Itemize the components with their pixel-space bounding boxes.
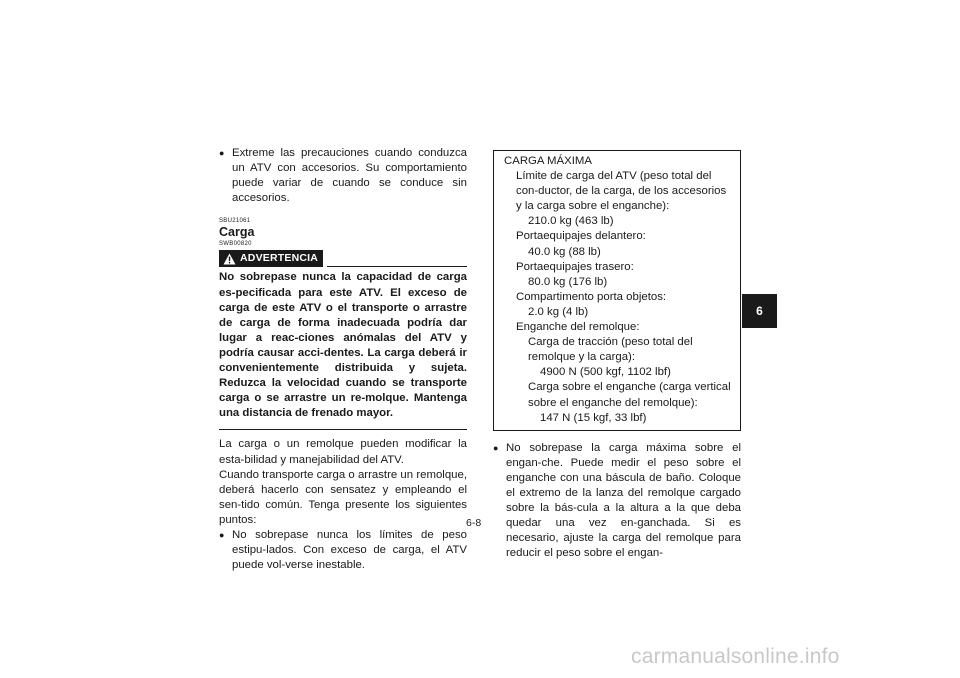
spec-value: 210.0 kg (463 lb) <box>528 215 614 228</box>
spec-value: 40.0 kg (88 lb) <box>528 245 601 258</box>
max-load-spec-box <box>493 150 741 431</box>
spec-label: Compartimento porta objetos: <box>516 290 667 303</box>
spec-label: Portaequipajes delantero: <box>516 230 646 243</box>
bullet-item <box>493 441 741 562</box>
spec-value: 147 N (15 kgf, 33 lbf) <box>540 411 647 424</box>
bullet-text: Extreme las precauciones cuando conduzca un ATV con accesorios. Su comportamiento puede variar de cuando se conduce sin accesorios. <box>232 147 467 205</box>
bullet-icon: ● <box>219 529 225 540</box>
bullet-icon: ● <box>493 442 499 453</box>
page-number: 6-8 <box>466 517 482 529</box>
section-reference: SBU21061 <box>219 218 251 225</box>
bullet-text: No sobrepase la carga máxima sobre el engan-che. Puede medir el peso sobre el enganche con una báscula de baño. Coloque el extremo de la lanza del remolque cargado sobre la bás-cula a la altura a la que deba quedar una vez en-ganchada. Si es necesario, ajuste la carga del remolque para reducir el peso sobre el engan- <box>506 441 741 560</box>
left-column <box>219 146 467 573</box>
spec-value: 2.0 kg (4 lb) <box>528 305 589 318</box>
spec-label: Enganche del remolque: <box>516 321 640 334</box>
spec-label: Carga de tracción (peso total del remolque y la carga): <box>528 336 693 364</box>
watermark: carmanualsonline.info <box>631 645 840 668</box>
spec-title: CARGA MÁXIMA <box>504 155 592 167</box>
bullet-item <box>219 528 467 573</box>
bullet-item <box>219 146 467 206</box>
bullet-icon: ● <box>219 148 225 158</box>
warning-triangle-icon <box>223 253 236 265</box>
spec-value: 4900 N (500 kgf, 1102 lbf) <box>540 366 671 379</box>
paragraph: La carga o un remolque pueden modificar la esta-bilidad y manejabilidad del ATV. <box>219 438 467 466</box>
warning-header <box>219 250 467 267</box>
warning-badge <box>219 250 323 267</box>
spec-label: Carga sobre el enganche (carga vertical sobre el enganche del remolque): <box>528 381 731 409</box>
spec-label: Límite de carga del ATV (peso total del con-ductor, de la carga, de los accesorios y la carga sobre el enganche): <box>516 170 727 213</box>
spec-label: Portaequipajes trasero: <box>516 260 634 273</box>
warning-label: ADVERTENCIA <box>240 252 319 265</box>
spec-value: 80.0 kg (176 lb) <box>528 275 608 288</box>
section-title: Carga <box>219 225 255 240</box>
warning-reference: SWB00820 <box>219 241 252 248</box>
warning-rule <box>327 266 467 267</box>
right-column <box>493 150 741 561</box>
warning-text: No sobrepase nunca la capacidad de carga es-pecificada para este ATV. El exceso de carga de este ATV o el transporte o arrastre de carga de forma inadecuada podría dar lugar a reac-ciones anómalas del ATV y podría causar acci-dentes. La carga deberá ir convenientemente distribuida y sujeta. Reduzca la velocidad cuando se transporte carga o se arrastre un re-molque. Mantenga una distancia de frenado mayor. <box>219 270 467 430</box>
chapter-tab: 6 <box>742 294 777 328</box>
bullet-text: No sobrepase nunca los límites de peso estipu-lados. Con exceso de carga, el ATV puede vol-verse inestable. <box>232 528 467 572</box>
paragraph: Cuando transporte carga o arrastre un remolque, deberá hacerlo con sensatez y empleando el sen-tido común. Tenga presente los siguientes puntos: <box>219 468 467 526</box>
